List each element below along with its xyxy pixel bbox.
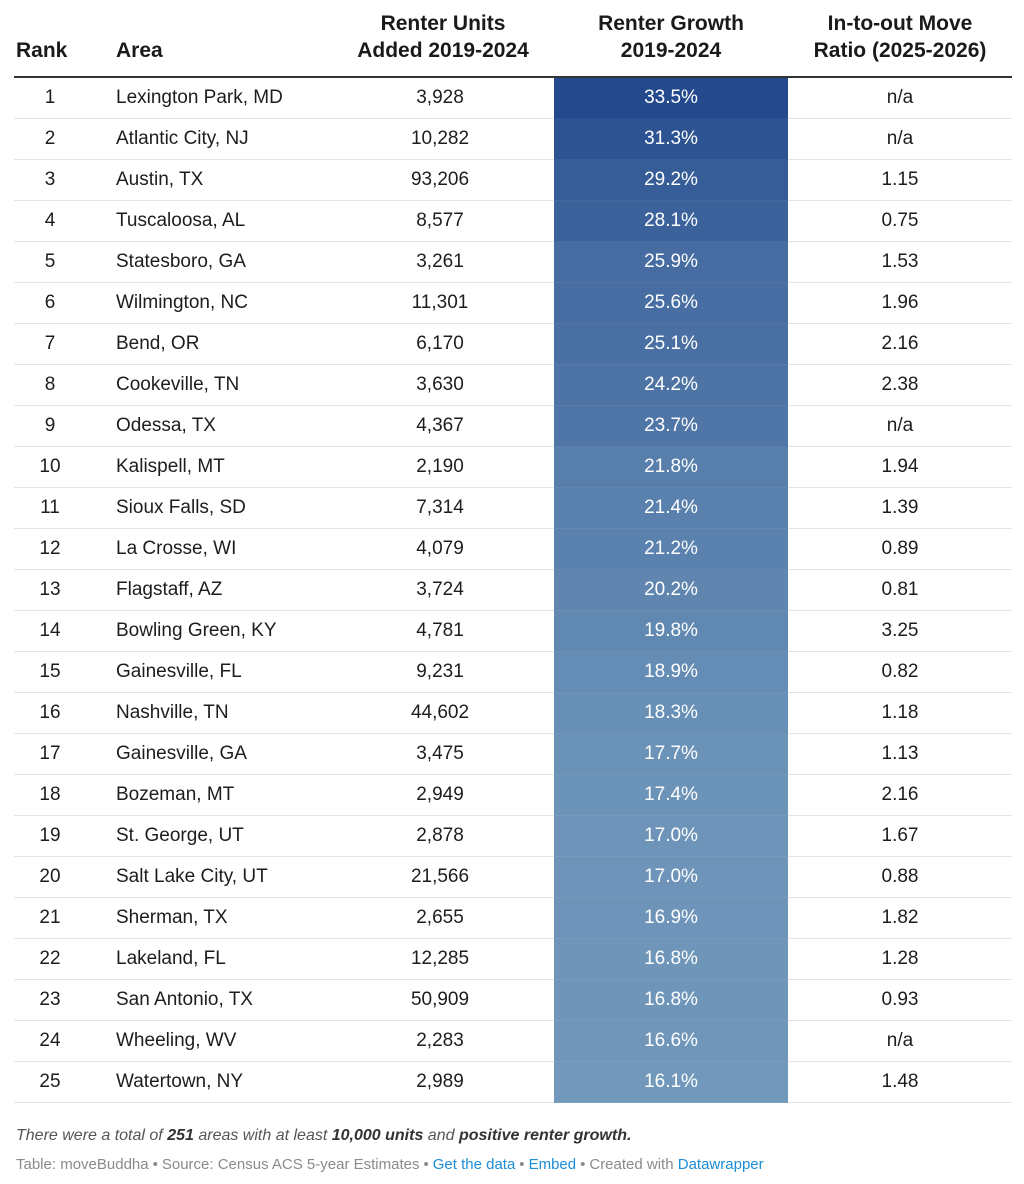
area-cell: San Antonio, TX (116, 980, 332, 1021)
table-row (14, 570, 1012, 611)
move-ratio-cell: 0.75 (788, 201, 1012, 242)
table-row (14, 652, 1012, 693)
area-cell: Tuscaloosa, AL (116, 201, 332, 242)
renter-units-cell: 4,079 (332, 529, 554, 570)
rank-cell: 21 (14, 898, 116, 939)
table-header-row (14, 10, 1012, 77)
rank-cell: 3 (14, 160, 116, 201)
area-cell: La Crosse, WI (116, 529, 332, 570)
table-body (14, 77, 1012, 1103)
renter-growth-cell: 21.8% (554, 447, 788, 488)
move-ratio-cell: 2.16 (788, 775, 1012, 816)
area-cell: Gainesville, FL (116, 652, 332, 693)
renter-growth-cell: 18.3% (554, 693, 788, 734)
rank-cell: 25 (14, 1062, 116, 1103)
rank-cell: 1 (14, 77, 116, 119)
rank-cell: 6 (14, 283, 116, 324)
rank-cell: 11 (14, 488, 116, 529)
renter-units-cell: 11,301 (332, 283, 554, 324)
area-cell: Wheeling, WV (116, 1021, 332, 1062)
renter-units-cell: 2,283 (332, 1021, 554, 1062)
rank-cell: 2 (14, 119, 116, 160)
renter-growth-cell: 23.7% (554, 406, 788, 447)
area-cell: Watertown, NY (116, 1062, 332, 1103)
source-text: Source: Census ACS 5-year Estimates (161, 1156, 420, 1173)
move-ratio-cell: 1.82 (788, 898, 1012, 939)
header-move-ratio[interactable]: In-to-out Move Ratio (2025-2026) (788, 10, 1012, 77)
move-ratio-cell: 3.25 (788, 611, 1012, 652)
table-row (14, 775, 1012, 816)
table-row (14, 816, 1012, 857)
rank-cell: 19 (14, 816, 116, 857)
table-row (14, 611, 1012, 652)
rank-cell: 14 (14, 611, 116, 652)
area-cell: Wilmington, NC (116, 283, 332, 324)
renter-growth-cell: 18.9% (554, 652, 788, 693)
renter-units-cell: 3,724 (332, 570, 554, 611)
separator-dot: • (152, 1156, 158, 1173)
move-ratio-cell: 1.13 (788, 734, 1012, 775)
table-row (14, 201, 1012, 242)
rank-cell: 17 (14, 734, 116, 775)
rank-cell: 5 (14, 242, 116, 283)
move-ratio-cell: n/a (788, 77, 1012, 119)
area-cell: Kalispell, MT (116, 447, 332, 488)
renter-units-cell: 3,475 (332, 734, 554, 775)
table-row (14, 283, 1012, 324)
renter-growth-cell: 21.2% (554, 529, 788, 570)
area-cell: Atlantic City, NJ (116, 119, 332, 160)
move-ratio-cell: n/a (788, 119, 1012, 160)
table-row (14, 77, 1012, 119)
area-cell: Flagstaff, AZ (116, 570, 332, 611)
renter-growth-cell: 19.8% (554, 611, 788, 652)
table-row (14, 939, 1012, 980)
renter-growth-cell: 16.1% (554, 1062, 788, 1103)
table-row (14, 898, 1012, 939)
renter-units-cell: 4,367 (332, 406, 554, 447)
area-cell: Bowling Green, KY (116, 611, 332, 652)
area-cell: Bend, OR (116, 324, 332, 365)
renter-units-cell: 21,566 (332, 857, 554, 898)
renter-growth-cell: 17.0% (554, 816, 788, 857)
move-ratio-cell: 1.18 (788, 693, 1012, 734)
rank-cell: 10 (14, 447, 116, 488)
renter-growth-cell: 29.2% (554, 160, 788, 201)
renter-growth-cell: 31.3% (554, 119, 788, 160)
area-cell: Austin, TX (116, 160, 332, 201)
renter-units-cell: 12,285 (332, 939, 554, 980)
renter-units-cell: 6,170 (332, 324, 554, 365)
area-cell: Gainesville, GA (116, 734, 332, 775)
renter-units-cell: 7,314 (332, 488, 554, 529)
renter-units-cell: 50,909 (332, 980, 554, 1021)
renter-units-cell: 2,878 (332, 816, 554, 857)
separator-dot: • (519, 1156, 525, 1173)
move-ratio-cell: 0.81 (788, 570, 1012, 611)
table-notes: There were a total of 251 areas with at least 10,000 units and positive renter growth. (16, 1127, 632, 1144)
renter-growth-cell: 21.4% (554, 488, 788, 529)
move-ratio-cell: n/a (788, 406, 1012, 447)
table-row (14, 242, 1012, 283)
table-row (14, 447, 1012, 488)
rank-cell: 4 (14, 201, 116, 242)
move-ratio-cell: 1.28 (788, 939, 1012, 980)
rank-cell: 23 (14, 980, 116, 1021)
renter-units-cell: 4,781 (332, 611, 554, 652)
table-row (14, 857, 1012, 898)
area-cell: Statesboro, GA (116, 242, 332, 283)
renter-units-cell: 93,206 (332, 160, 554, 201)
move-ratio-cell: 1.15 (788, 160, 1012, 201)
header-renter-units[interactable]: Renter Units Added 2019-2024 (332, 10, 554, 77)
area-cell: St. George, UT (116, 816, 332, 857)
move-ratio-cell: 1.67 (788, 816, 1012, 857)
table-row (14, 1021, 1012, 1062)
renter-growth-cell: 16.8% (554, 939, 788, 980)
move-ratio-cell: 2.38 (788, 365, 1012, 406)
get-the-data-link[interactable]: Get the data (432, 1156, 516, 1173)
byline: Table: moveBuddha (16, 1156, 149, 1173)
rank-cell: 13 (14, 570, 116, 611)
table-row (14, 160, 1012, 201)
move-ratio-cell: n/a (788, 1021, 1012, 1062)
rank-cell: 7 (14, 324, 116, 365)
table-row (14, 1062, 1012, 1103)
table-footer (16, 1156, 1006, 1173)
move-ratio-cell: 1.53 (788, 242, 1012, 283)
renter-growth-cell: 17.4% (554, 775, 788, 816)
table-row (14, 734, 1012, 775)
embed-link[interactable]: Embed (528, 1156, 577, 1173)
renter-units-cell: 3,928 (332, 77, 554, 119)
renter-units-cell: 44,602 (332, 693, 554, 734)
renter-units-cell: 9,231 (332, 652, 554, 693)
area-cell: Bozeman, MT (116, 775, 332, 816)
area-cell: Cookeville, TN (116, 365, 332, 406)
move-ratio-cell: 1.39 (788, 488, 1012, 529)
area-cell: Nashville, TN (116, 693, 332, 734)
area-cell: Lakeland, FL (116, 939, 332, 980)
move-ratio-cell: 0.89 (788, 529, 1012, 570)
renter-growth-cell: 16.6% (554, 1021, 788, 1062)
rank-cell: 9 (14, 406, 116, 447)
area-cell: Sherman, TX (116, 898, 332, 939)
move-ratio-cell: 2.16 (788, 324, 1012, 365)
rank-cell: 12 (14, 529, 116, 570)
renter-units-cell: 2,949 (332, 775, 554, 816)
renter-units-cell: 8,577 (332, 201, 554, 242)
header-renter-growth[interactable]: Renter Growth 2019-2024 (554, 10, 788, 77)
renter-growth-cell: 17.7% (554, 734, 788, 775)
renter-growth-cell: 17.0% (554, 857, 788, 898)
renter-units-cell: 3,630 (332, 365, 554, 406)
table-row (14, 324, 1012, 365)
rank-cell: 15 (14, 652, 116, 693)
separator-dot: • (580, 1156, 586, 1173)
header-rank[interactable]: Rank (14, 10, 116, 77)
move-ratio-cell: 0.88 (788, 857, 1012, 898)
renter-units-cell: 2,989 (332, 1062, 554, 1103)
table-row (14, 488, 1012, 529)
move-ratio-cell: 0.93 (788, 980, 1012, 1021)
area-cell: Salt Lake City, UT (116, 857, 332, 898)
move-ratio-cell: 0.82 (788, 652, 1012, 693)
table-row (14, 406, 1012, 447)
move-ratio-cell: 1.94 (788, 447, 1012, 488)
rank-cell: 22 (14, 939, 116, 980)
datawrapper-link[interactable]: Datawrapper (677, 1156, 764, 1173)
table-row (14, 980, 1012, 1021)
renter-units-cell: 10,282 (332, 119, 554, 160)
renter-growth-cell: 25.1% (554, 324, 788, 365)
renter-growth-cell: 24.2% (554, 365, 788, 406)
move-ratio-cell: 1.96 (788, 283, 1012, 324)
rank-cell: 8 (14, 365, 116, 406)
area-cell: Odessa, TX (116, 406, 332, 447)
move-ratio-cell: 1.48 (788, 1062, 1012, 1103)
table-row (14, 529, 1012, 570)
renter-growth-cell: 25.9% (554, 242, 788, 283)
separator-dot: • (423, 1156, 429, 1173)
renter-growth-table (14, 10, 1012, 1103)
created-with-text: Created with (589, 1156, 674, 1173)
rank-cell: 24 (14, 1021, 116, 1062)
renter-units-cell: 2,655 (332, 898, 554, 939)
renter-growth-cell: 16.8% (554, 980, 788, 1021)
renter-growth-cell: 25.6% (554, 283, 788, 324)
header-area[interactable]: Area (116, 10, 332, 77)
table-row (14, 693, 1012, 734)
renter-growth-cell: 28.1% (554, 201, 788, 242)
renter-growth-cell: 16.9% (554, 898, 788, 939)
table-row (14, 365, 1012, 406)
rank-cell: 16 (14, 693, 116, 734)
renter-growth-cell: 33.5% (554, 77, 788, 119)
area-cell: Lexington Park, MD (116, 77, 332, 119)
renter-growth-cell: 20.2% (554, 570, 788, 611)
area-cell: Sioux Falls, SD (116, 488, 332, 529)
renter-units-cell: 2,190 (332, 447, 554, 488)
renter-units-cell: 3,261 (332, 242, 554, 283)
table-row (14, 119, 1012, 160)
rank-cell: 20 (14, 857, 116, 898)
rank-cell: 18 (14, 775, 116, 816)
